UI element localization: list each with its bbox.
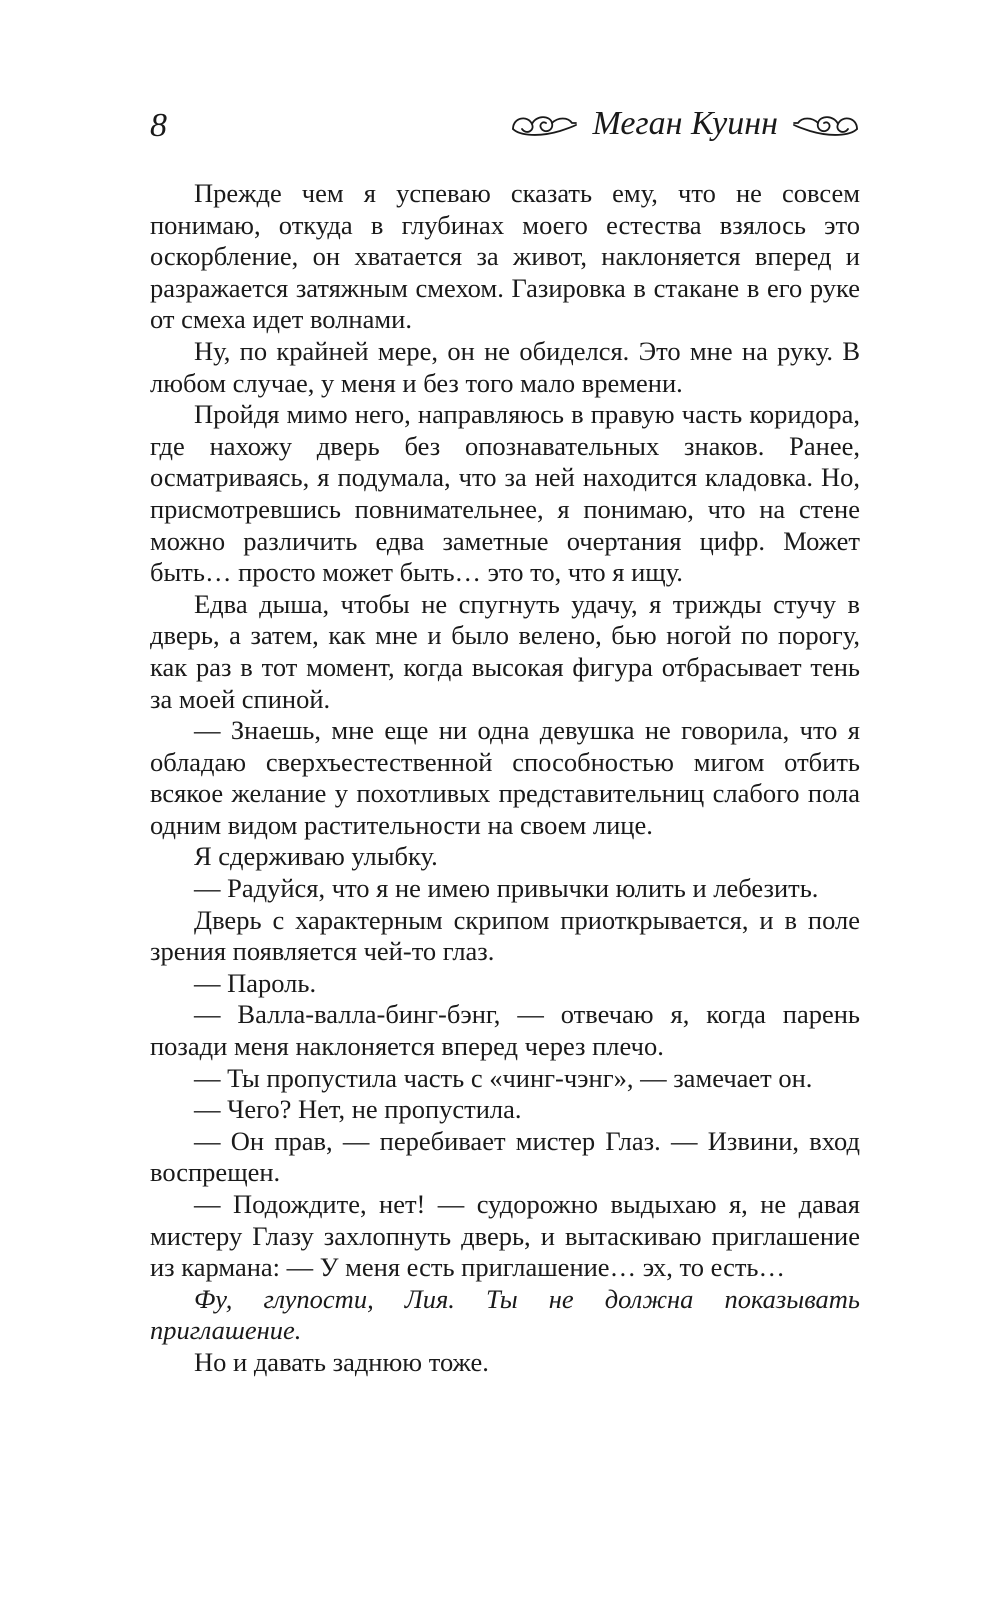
- paragraph: Но и давать заднюю тоже.: [194, 1346, 489, 1377]
- page-number: 8: [150, 107, 167, 144]
- body-text: [150, 178, 860, 1379]
- running-head: [510, 104, 860, 144]
- paragraph: Пройдя мимо него, направляюсь в правую часть коридора, где нахожу дверь без опознавательных знаков. Ранее, осматриваясь, я подумала, что за ней находится кладовка. Но, присмотревшись повнимательнее, я понимаю, что на стене можно различить едва заметные очертания цифр. Может быть… просто может быть… это то, что я ищу.: [150, 399, 860, 588]
- dialogue-line: — Подождите, нет! — судорожно выдыхаю я, не давая мистеру Глазу захлопнуть дверь, и вытаскиваю приглашение из кармана: — У меня есть приглашение… эх, то есть…: [150, 1189, 860, 1283]
- paragraph: Едва дыша, чтобы не спугнуть удачу, я трижды стучу в дверь, а затем, как мне и было велено, бью ногой по порогу, как раз в тот момент, когда высокая фигура отбрасывает тень за моей спиной.: [150, 588, 860, 714]
- dialogue-line: — Пароль.: [194, 967, 317, 998]
- paragraph: Прежде чем я успеваю сказать ему, что не совсем понимаю, откуда в глубинах моего естества взялось это оскорбление, он хватается за живот, наклоняется вперед и разражается затяжным смехом. Газировка в стакане в его руке от смеха идет волнами.: [150, 178, 860, 335]
- dialogue-line: — Валла-валла-бинг-бэнг, — отвечаю я, когда парень позади меня наклоняется вперед через плечо.: [150, 999, 860, 1062]
- author-name: Меган Куинн: [592, 105, 778, 142]
- dialogue-line: — Радуйся, что я не имею привычки юлить и лебезить.: [194, 873, 819, 904]
- dialogue-line: — Чего? Нет, не пропустила.: [194, 1094, 522, 1125]
- flourish-ornament-left-icon: [510, 109, 578, 139]
- paragraph: Ну, по крайней мере, он не обиделся. Это мне на руку. В любом случае, у меня и без того мало времени.: [150, 335, 860, 398]
- dialogue-line: — Знаешь, мне еще ни одна девушка не говорила, что я обладаю сверхъестественной способностью мигом отбить всякое желание у похотливых представительниц слабого пола одним видом растительности на своем лице.: [150, 715, 860, 840]
- dialogue-line: — Он прав, — перебивает мистер Глаз. — Извини, вход воспрещен.: [150, 1125, 860, 1188]
- inner-thought: Фу, глупости, Лия. Ты не должна показывать приглашение.: [150, 1283, 860, 1346]
- paragraph: Я сдерживаю улыбку.: [194, 841, 438, 872]
- flourish-ornament-right-icon: [792, 109, 860, 139]
- dialogue-line: — Ты пропустила часть с «чинг-чэнг», — замечает он.: [194, 1062, 813, 1093]
- page-header: [150, 100, 860, 160]
- paragraph: Дверь с характерным скрипом приоткрывается, и в поле зрения появляется чей-то глаз.: [150, 904, 860, 967]
